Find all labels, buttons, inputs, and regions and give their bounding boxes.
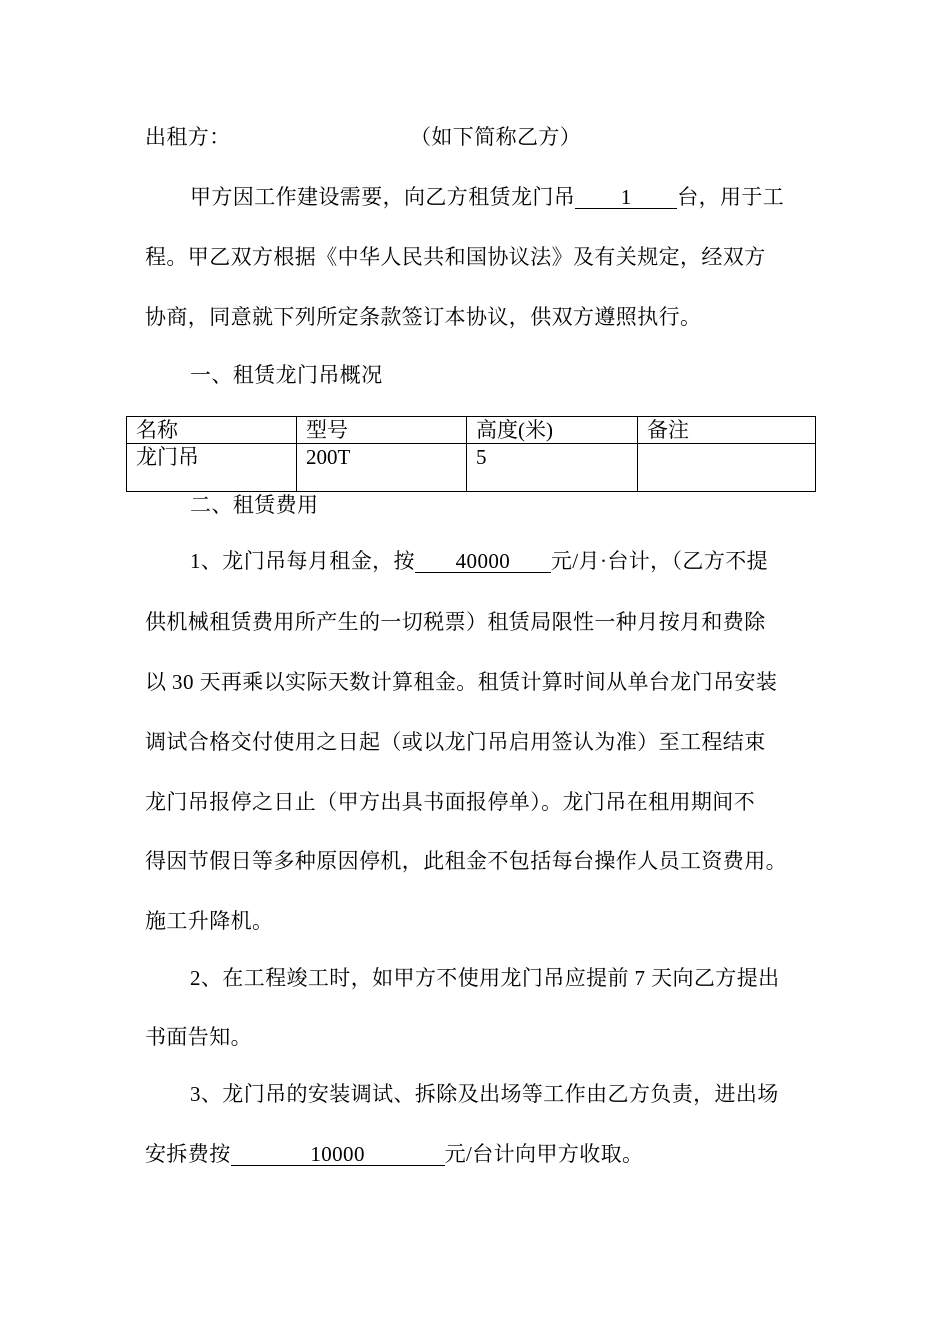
clause-3-line-1: 3、龙门吊的安装调试、拆除及出场等工作由乙方负责，进出场 [190,1082,779,1106]
crane-spec-table [126,416,816,492]
lessor-note: （如下简称乙方） [410,125,582,149]
clause-1-line-4: 调试合格交付使用之日起（或以龙门吊启用签认为准）至工程结束 [145,730,766,754]
clause-2-line-2: 书面告知。 [145,1025,252,1049]
clause-1-line-6: 得因节假日等多种原因停机，此租金不包括每台操作人员工资费用。 [145,849,787,873]
section-2-title: 二、租赁费用 [190,493,319,517]
clause-1-text-a: 1、龙门吊每月租金，按 [190,549,415,573]
table-header-cell: 型号 [297,417,467,444]
clause-3-text-b: 元/台计向甲方收取。 [444,1142,644,1166]
table-cell: 200T [297,444,467,492]
intro-text-1: 甲方因工作建设需要，向乙方租赁龙门吊 [190,185,576,209]
clause-1-line-1 [190,547,768,575]
table-cell [638,444,816,492]
section-1-title: 一、租赁龙门吊概况 [190,363,383,387]
clause-1-line-3: 以 30 天再乘以实际天数计算租金。租赁计算时间从单台龙门吊安装 [145,670,778,694]
clause-3-text-a: 安拆费按 [145,1142,231,1166]
table-header-row [127,417,816,444]
clause-1-line-2: 供机械租赁费用所产生的一切税票）租赁局限性一种月按月和费除 [145,610,766,634]
lessor-label: 出租方： [145,125,231,149]
install-fee-blank: 10000 [231,1143,445,1166]
clause-1-line-7: 施工升降机。 [145,909,274,933]
table-cell: 龙门吊 [127,444,297,492]
clause-2-line-1: 2、在工程竣工时，如甲方不使用龙门吊应提前 7 天向乙方提出 [190,966,780,990]
intro-text-1b: 台，用于工 [677,185,785,209]
table-header-cell: 名称 [127,417,297,444]
intro-line-1 [190,183,784,211]
clause-1-line-5: 龙门吊报停之日止（甲方出具书面报停单）。龙门吊在租用期间不 [145,790,756,814]
clause-3-line-2 [145,1140,643,1168]
crane-count-blank: 1 [575,186,677,209]
table-header-cell: 备注 [638,417,816,444]
monthly-rent-blank: 40000 [415,550,551,573]
table-cell: 5 [467,444,638,492]
intro-line-2: 程。甲乙双方根据《中华人民共和国协议法》及有关规定，经双方 [145,245,766,269]
clause-1-text-b: 元/月·台计，（乙方不提 [550,549,769,573]
intro-line-3: 协商，同意就下列所定条款签订本协议，供双方遵照执行。 [145,305,702,329]
table-row [127,444,816,492]
table-header-cell: 高度(米) [467,417,638,444]
lessor-line [145,123,745,151]
